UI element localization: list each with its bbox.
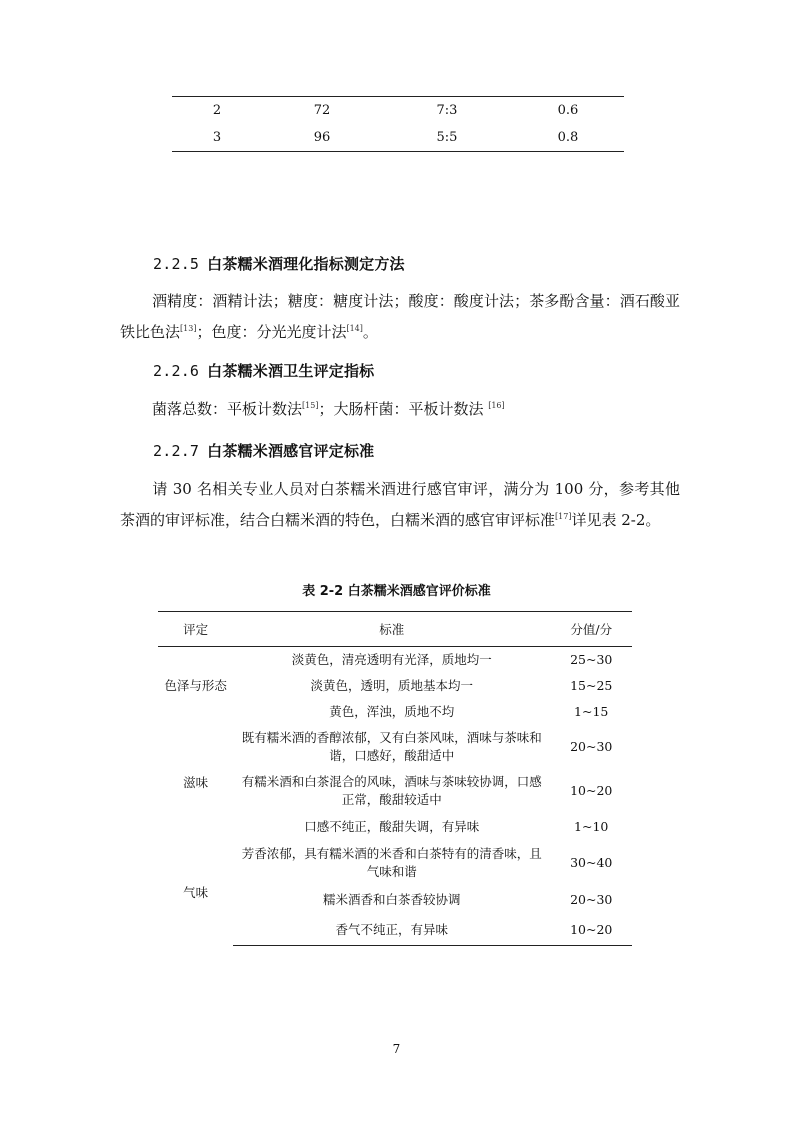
section-heading-2-2-6 [153, 360, 374, 381]
table-caption: 表 2-2 白茶糯米酒感官评价标准 [302, 584, 491, 599]
score-cell: 25~30 [570, 652, 613, 667]
paragraph-text: 。 [362, 323, 378, 341]
section-heading-2-2-5 [153, 253, 405, 274]
category-cell: 滋味 [183, 775, 209, 790]
column-header: 分值/分 [550, 612, 632, 647]
table-cell: 7:3 [382, 97, 512, 125]
score-cell: 10~20 [550, 915, 632, 946]
paragraph-2-2-6 [120, 394, 680, 425]
score-cell: 15~25 [570, 678, 613, 693]
paragraph-text: 请 30 名相关专业人员对白茶糯米酒进行感官审评，满分为 100 分，参考其他茶酒的审评标准，结合白糯米酒的特色，白糯米酒的感官审评标准 [120, 480, 680, 529]
table-row [172, 97, 624, 125]
standard-cell: 口感不纯正，酸甜失调，有异味 [304, 819, 480, 834]
standard-cell: 淡黄色，清亮透明有光泽，质地均一 [291, 652, 492, 667]
score-cell: 10~20 [570, 783, 613, 798]
table-cell: 3 [172, 124, 262, 152]
citation: [15] [302, 401, 319, 410]
standard-cell: 香气不纯正，有异味 [233, 915, 550, 946]
paragraph-2-2-5 [120, 286, 680, 348]
table-cell: 0.6 [512, 97, 624, 125]
table-row [172, 124, 624, 152]
citation: [16] [488, 401, 505, 410]
paragraph-text: 详见表 2-2。 [571, 511, 661, 529]
category-cell: 色泽与形态 [164, 678, 227, 693]
continued-table [172, 96, 624, 152]
table-cell: 96 [262, 124, 382, 152]
section-number: 2.2.6 [153, 362, 200, 380]
section-title: 白茶糯米酒感官评定标准 [207, 442, 375, 460]
table-cell: 72 [262, 97, 382, 125]
column-header: 标准 [233, 612, 550, 647]
table-row [158, 647, 632, 674]
score-cell: 20~30 [570, 892, 613, 907]
standard-cell: 芳香浓郁，具有糯米酒的米香和白茶特有的清香味，且气味和谐 [241, 846, 542, 879]
paragraph-2-2-7 [120, 474, 680, 536]
table-cell: 0.8 [512, 124, 624, 152]
citation: [13] [180, 324, 197, 333]
table-row [158, 725, 632, 769]
table-row [158, 841, 632, 885]
standard-cell: 有糯米酒和白茶混合的风味，酒味与茶味较协调，口感正常，酸甜较适中 [241, 774, 542, 807]
table-header-row [158, 612, 632, 647]
category-cell: 气味 [183, 885, 209, 901]
standard-cell: 既有糯米酒的香醇浓郁，又有白茶风味，酒味与茶味和谐，口感好，酸甜适中 [241, 730, 542, 763]
table-cell: 5:5 [382, 124, 512, 152]
table-cell: 2 [172, 97, 262, 125]
section-number: 2.2.5 [153, 255, 200, 273]
score-cell: 1~15 [574, 704, 609, 719]
paragraph-text: ；大肠杆菌：平板计数法 [318, 400, 489, 418]
section-heading-2-2-7 [153, 440, 374, 461]
paragraph-text: 酒精度：酒精计法；糖度：糖度计法；酸度：酸度计法；茶多酚含量：酒石酸亚铁比色法 [120, 292, 680, 341]
score-cell: 1~10 [574, 819, 609, 834]
section-number: 2.2.7 [153, 442, 200, 460]
section-title: 白茶糯米酒理化指标测定方法 [207, 255, 405, 273]
sensory-evaluation-table [158, 611, 632, 946]
paragraph-text: 菌落总数：平板计数法 [152, 400, 303, 418]
paragraph-text: ；色度：分光光度计法 [196, 323, 347, 341]
column-header: 评定 [158, 612, 233, 647]
page-number: 7 [392, 1042, 401, 1056]
citation: [14] [346, 324, 363, 333]
score-cell: 20~30 [570, 739, 613, 754]
score-cell: 30~40 [570, 855, 613, 870]
section-title: 白茶糯米酒卫生评定指标 [207, 362, 375, 380]
standard-cell: 淡黄色，透明，质地基本均一 [310, 678, 474, 693]
standard-cell: 糯米酒香和白茶香较协调 [323, 892, 461, 907]
standard-cell: 黄色，浑浊，质地不均 [329, 704, 455, 719]
citation: [17] [555, 512, 572, 521]
